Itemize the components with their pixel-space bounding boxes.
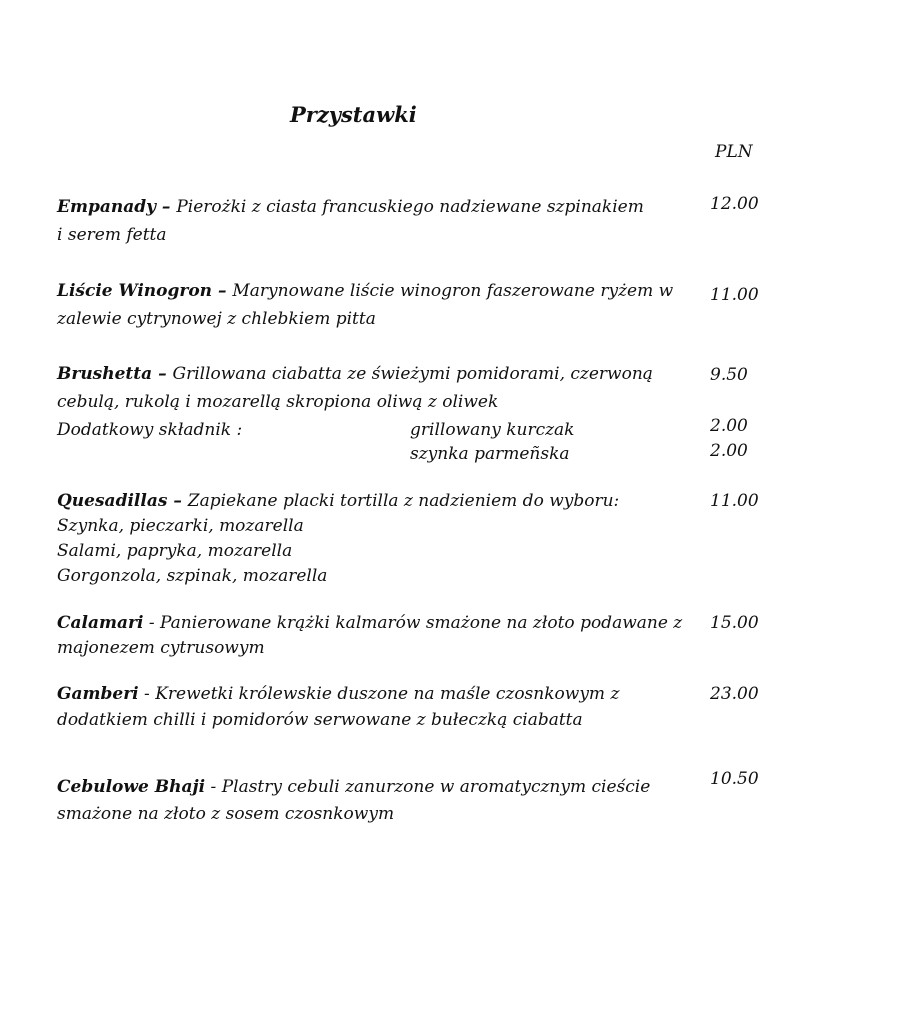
item-price: 15.00 [710,613,759,633]
item-description-line-2: smażone na złoto z sosem czosnkowym [57,804,395,824]
item-separator: – [212,281,233,301]
item-description: Pierożki z ciasta francuskiego nadziewane szpinakiem [176,197,644,217]
item-price: 12.00 [710,194,759,214]
item-option: Szynka, pieczarki, mozarella [57,516,304,536]
item-description-line-2: i serem fetta [57,225,167,245]
item-name: Cebulowe Bhaji [57,777,206,797]
item-option: Gorgonzola, szpinak, mozarella [57,566,328,586]
item-description-line-2: cebulą, rukolą i mozarellą skropiona oliwą z oliwek [57,392,499,412]
item-separator: - [138,684,156,704]
item-description-line-2: majonezem cytrusowym [57,638,265,658]
item-name: Gamberi [57,684,139,704]
item-separator: – [167,491,188,511]
item-price: 11.00 [710,285,759,305]
item-price: 11.00 [710,491,759,511]
item-description: Krewetki królewskie duszone na maśle czosnkowym z [155,684,620,704]
extras-label: Dodatkowy składnik : [57,420,243,440]
item-name: Calamari [57,613,144,633]
item-separator: - [205,777,222,797]
extra-price: 2.00 [710,416,748,436]
item-description: Panierowane krążki kalmarów smażone na złoto podawane z [160,613,683,633]
item-price: 9.50 [710,365,748,385]
item-description-line-2: zalewie cytrynowej z chlebkiem pitta [57,309,376,329]
item-line-1 [57,684,619,704]
item-line-1 [57,613,682,633]
item-description: Marynowane liście winogron faszerowane ryżem w [232,281,674,301]
item-line-1 [57,491,619,511]
item-name: Empanady [57,197,156,217]
menu-title: Przystawki [290,102,417,127]
item-name: Liście Winogron [57,281,213,301]
currency-header: PLN [715,142,753,162]
item-separator: - [143,613,160,633]
item-line-1 [57,197,644,217]
item-option: Salami, papryka, mozarella [57,541,293,561]
item-price: 23.00 [710,684,759,704]
item-description: Plastry cebuli zanurzone w aromatycznym cieście [221,777,651,797]
item-line-1 [57,364,653,384]
extra-option: szynka parmeñska [410,444,570,464]
extra-price: 2.00 [710,441,748,461]
item-line-1 [57,777,650,797]
extra-option: grillowany kurczak [410,420,575,440]
item-separator: – [152,364,173,384]
item-description: Grillowana ciabatta ze świeżymi pomidorami, czerwoną [172,364,653,384]
item-line-1 [57,281,673,301]
item-price: 10.50 [710,769,759,789]
item-description-line-2: dodatkiem chilli i pomidorów serwowane z bułeczką ciabatta [57,710,583,730]
item-name: Brushetta [57,364,153,384]
item-name: Quesadillas [57,491,168,511]
item-separator: – [156,197,177,217]
item-description: Zapiekane placki tortilla z nadzieniem do wyboru: [187,491,620,511]
